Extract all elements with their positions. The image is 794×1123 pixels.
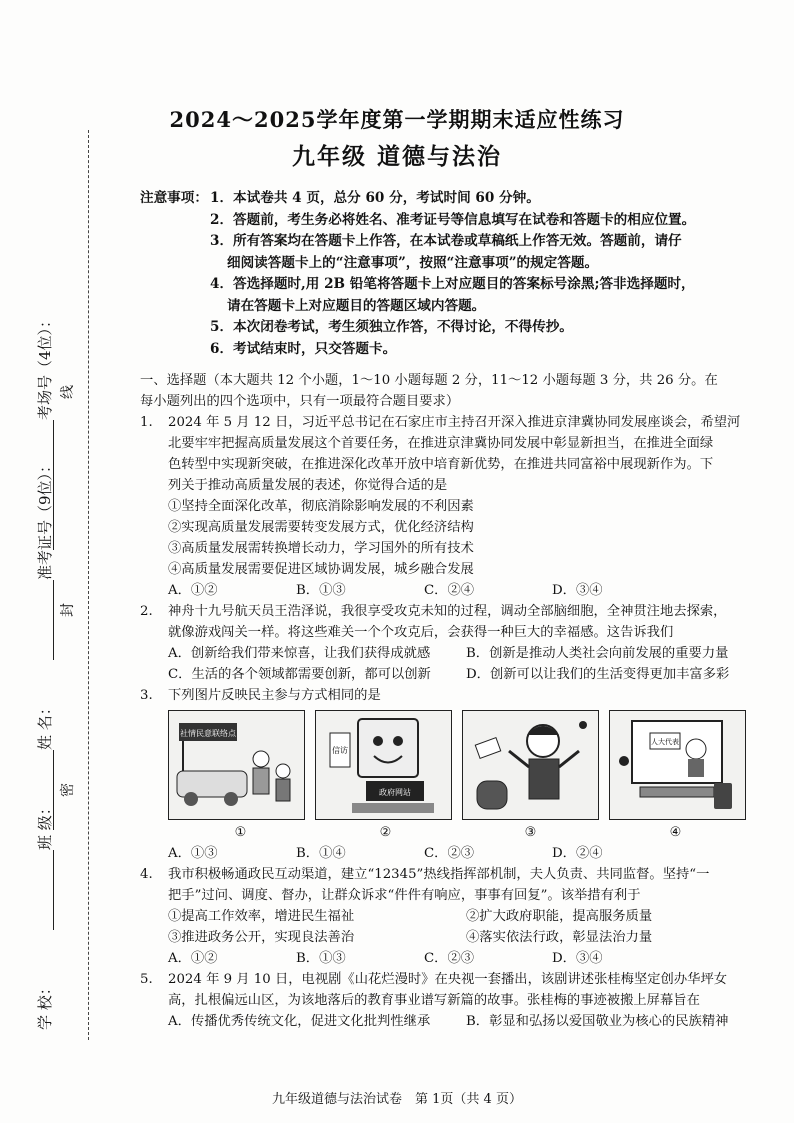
statement-item: ②实现高质量发展需要转变发展方式，优化经济结构 [168,520,474,535]
class-blank[interactable] [39,850,54,930]
name-label: 姓 名： [36,700,54,750]
picture-4-deputy-online [609,710,746,820]
notice-item: 6．考试结束时，只交答题卡。 [210,340,397,357]
q3-options [140,843,770,864]
option-a[interactable]: A．①② [168,951,218,966]
deputy-sign-text: 人大代表 [651,738,679,746]
question-text: 色转型中实现新突破，在推进深化改革开放中培育新优势，在推进共同富裕中展现新作为。下 [168,457,714,472]
question-3 [140,685,770,706]
question-number: 4. [140,867,153,882]
question-text: 高，扎根偏远山区，为该地落后的教育事业谱写新篇的故事。张桂梅的事迹被搬上屏幕旨在 [168,993,700,1008]
q4-items-row2 [140,927,770,948]
picture-label: ① [234,825,247,840]
picture-2-drawing [316,711,451,819]
ticket-number-blank[interactable] [39,580,54,660]
exam-subtitle: 九年级 道德与法治 [291,143,502,170]
picture-label: ④ [669,825,682,840]
option-a[interactable]: A．创新给我们带来惊喜，让我们获得成就感 [168,646,431,661]
question-number: 1. [140,415,153,430]
statement-item: ④高质量发展需要促进区域协调发展，城乡融合发展 [168,562,474,577]
option-b[interactable]: B．①③ [296,583,346,598]
question-2 [140,601,770,643]
picture-1-drawing [169,711,304,819]
cut-line [88,130,89,1040]
notice-item: 请在答题卡上对应题目的答题区域内答题。 [227,297,486,314]
q5-options-row1 [140,1011,770,1032]
question-1 [140,412,770,580]
question-number: 5. [140,972,153,987]
notice-item: 1．本试卷共 4 页，总分 60 分，考试时间 60 分钟。 [210,190,540,206]
option-d[interactable]: D．创新可以让我们的生活变得更加丰富多彩 [466,667,730,682]
question-text: 列关于推动高质量发展的表述，你觉得合适的是 [168,478,448,493]
q2-options-row2 [140,664,770,685]
room-number-label: 考场号（4位）： [36,312,54,420]
notice-item: 5．本次闭卷考试，考生须独立作答，不得讨论，不得传抄。 [210,319,573,335]
seal-mark-xian: 线 [60,385,76,399]
section-heading-cont: 每小题列出的四个选项中，只有一项最符合题目要求） [140,394,460,409]
option-c[interactable]: C．②④ [424,583,475,598]
question-text: 就像游戏闯关一样。将这些难关一个个攻克后，会获得一种巨大的幸福感。这告诉我们 [168,625,674,640]
statement-item: ①坚持全面深化改革，彻底消除影响发展的不利因素 [168,499,474,514]
statement-item: ③高质量发展需转换增长动力，学习国外的所有技术 [168,541,474,556]
picture-label: ② [379,825,392,840]
option-a[interactable]: A．①② [168,583,218,598]
q3-picture-labels [140,822,770,843]
seal-mark-mi: 密 [60,783,76,797]
exam-title: 2024～2025学年度第一学期期末适应性练习 [169,107,625,132]
section-heading: 一、选择题（本大题共 12 个小题，1～10 小题每题 2 分，11～12 小题每题 3 分，共 26 分。在 [140,373,718,388]
option-b[interactable]: B．创新是推动人类社会向前发展的重要力量 [466,646,729,661]
picture-label: ③ [524,825,537,840]
option-c[interactable]: C．②③ [424,846,475,861]
notice-item: 细阅读答题卡上的“注意事项”，按照“注意事项”的规定答题。 [227,254,599,271]
picture-4-drawing [610,711,745,819]
website-sign-text: 政府网站 [379,788,411,797]
question-text: 2024 年 9 月 10 日，电视剧《山花烂漫时》在央视一套播出，该剧讲述张桂梅坚定创办华坪女 [168,972,728,987]
option-d[interactable]: D．③④ [552,951,603,966]
option-d[interactable]: D．②④ [552,846,603,861]
page-footer: 九年级道德与法治试卷 第 1页（共 4 页） [272,1092,522,1107]
picture-2-government-website [315,710,452,820]
q1-options [140,580,770,601]
statement-item: ①提高工作效率，增进民生福祉 [168,909,355,924]
picture-1-liaison-point [168,710,305,820]
question-text: 我市积极畅通政民互动渠道，建立“12345”热线指挥部机制，夫人负责、共同监督。坚持“一 [168,867,710,882]
notice-item: 2．答题前，考生务必将姓名、准考证号等信息填写在试卷和答题卡的相应位置。 [210,211,696,228]
statement-item: ②扩大政府职能，提高服务质量 [466,909,653,924]
notice-item: 3．所有答案均在答题卡上作答，在本试卷或草稿纸上作答无效。答题前，请仔 [210,233,682,249]
question-text: 北要牢牢把握高质量发展这个首要任务，在推进京津冀协同发展中彰显新担当，在推进全面绿 [168,436,714,451]
option-c[interactable]: C．②③ [424,951,475,966]
question-5 [140,969,770,1011]
picture-3-speaker [462,710,599,820]
class-label: 班 级： [36,800,54,850]
option-d[interactable]: D．③④ [552,583,603,598]
seal-mark-feng: 封 [60,603,76,617]
q2-options-row1 [140,643,770,664]
question-text: 神舟十九号航天员王浩泽说，我很享受攻克未知的过程，调动全部脑细胞，全神贯注地去探索， [168,604,727,619]
notice-block [140,188,760,360]
statement-item: ③推进政务公开，实现良法善治 [168,930,355,945]
q3-pictures [140,710,770,820]
banner-text: 社情民意联络点 [180,729,236,738]
letter-box-text: 信访 [332,746,348,755]
question-4 [140,864,770,906]
option-b[interactable]: B．①③ [296,951,346,966]
picture-3-drawing [463,711,598,819]
school-field [34,980,55,1030]
option-a[interactable]: A．①③ [168,846,218,861]
q4-options [140,948,770,969]
question-text: 2024 年 5 月 12 日，习近平总书记在石家庄市主持召开深入推进京津冀协同发展座谈会，希望河 [168,415,741,430]
questions-area [140,370,770,1032]
option-c[interactable]: C．生活的各个领域都需要创新，都可以创新 [168,667,431,682]
statement-item: ④落实依法行政，彰显法治力量 [466,930,653,945]
question-number: 3. [140,688,153,703]
class-field [34,800,55,930]
ticket-number-label: 准考证号（9位）： [36,457,54,580]
question-number: 2. [140,604,153,619]
option-a[interactable]: A．传播优秀传统文化，促进文化批判性继承 [168,1014,431,1029]
q4-items-row1 [140,906,770,927]
notice-item: 4．答选择题时,用 2B 铅笔将答题卡上对应题目的答案标号涂黑;答非选择题时， [210,276,695,292]
option-b[interactable]: B．①④ [296,846,346,861]
binding-strip [0,130,112,1050]
option-b[interactable]: B．彰显和弘扬以爱国敬业为核心的民族精神 [466,1014,729,1029]
notice-label: 注意事项： [140,190,208,206]
school-label: 学 校： [36,980,54,1030]
question-text: 下列图片反映民主参与方式相同的是 [168,688,381,703]
ticket-number-field [34,458,55,660]
question-text: 把手”过问、调度、督办，让群众诉求“件件有响应，事事有回复”。该举措有利于 [168,888,641,903]
